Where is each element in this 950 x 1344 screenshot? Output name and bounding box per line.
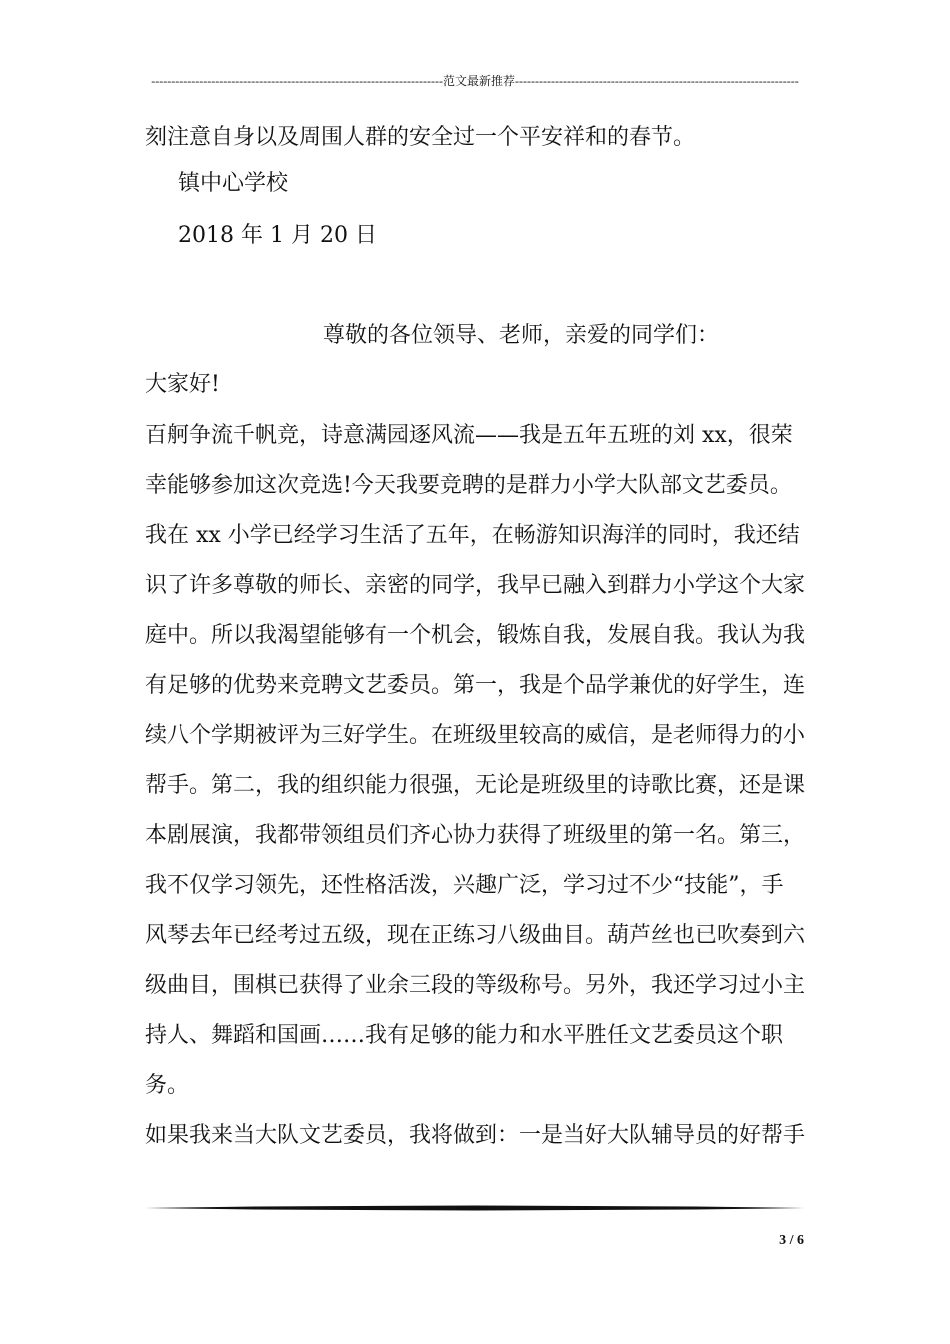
header-dashes-right: ----------------------------------------------------------------------- [515, 74, 799, 88]
text-line: 续八个学期被评为三好学生。在班级里较高的威信，是老师得力的小 [145, 723, 806, 748]
text-line: 识了许多尊敬的师长、亲密的同学，我早已融入到群力小学这个大家 [145, 573, 806, 598]
text-line: 我不仅学习领先，还性格活泼，兴趣广泛，学习过不少“技能”，手 [145, 873, 784, 898]
text-line: 如果我来当大队文艺委员，我将做到：一是当好大队辅导员的好帮手 [145, 1123, 806, 1148]
text-line: 级曲目，围棋已获得了业余三段的等级称号。另外，我还学习过小主 [145, 973, 806, 998]
header-title: 范文最新推荐 [442, 74, 515, 88]
text-line: 庭中。所以我渴望能够有一个机会，锻炼自我，发展自我。我认为我 [145, 623, 806, 648]
text-line: 百舸争流千帆竞，诗意满园逐风流——我是五年五班的刘 xx，很荣 [145, 423, 793, 448]
text-line: 我在 xx 小学已经学习生活了五年，在畅游知识海洋的同时，我还结 [145, 523, 800, 548]
text-line: 刻注意自身以及周围人群的安全过一个平安祥和的春节。 [145, 125, 696, 150]
text-line: 风琴去年已经考过五级，现在正练习八级曲目。葫芦丝也已吹奏到六 [145, 923, 806, 948]
text-line: 幸能够参加这次竞选!今天我要竞聘的是群力小学大队部文艺委员。 [145, 473, 792, 498]
header-dashes-left: ------------------------------------------------------------------------- [151, 74, 443, 88]
signature-school: 镇中心学校 [178, 171, 289, 196]
greeting-line: 尊敬的各位领导、老师，亲爱的同学们： [323, 323, 720, 348]
page-header [145, 72, 805, 89]
text-line: 帮手。第二，我的组织能力很强，无论是班级里的诗歌比赛，还是课 [145, 773, 806, 798]
page-number: 3 / 6 [779, 1233, 804, 1248]
text-line: 有足够的优势来竞聘文艺委员。第一，我是个品学兼优的好学生，连 [145, 673, 806, 698]
text-line: 务。 [145, 1073, 190, 1098]
signature-date: 2018 年 1 月 20 日 [178, 223, 377, 248]
footer-rule [145, 1205, 805, 1211]
text-line: 本剧展演，我都带领组员们齐心协力获得了班级里的第一名。第三， [145, 823, 806, 848]
text-line: 持人、舞蹈和国画……我有足够的能力和水平胜任文艺委员这个职 [145, 1023, 784, 1048]
text-line: 大家好! [145, 372, 220, 397]
